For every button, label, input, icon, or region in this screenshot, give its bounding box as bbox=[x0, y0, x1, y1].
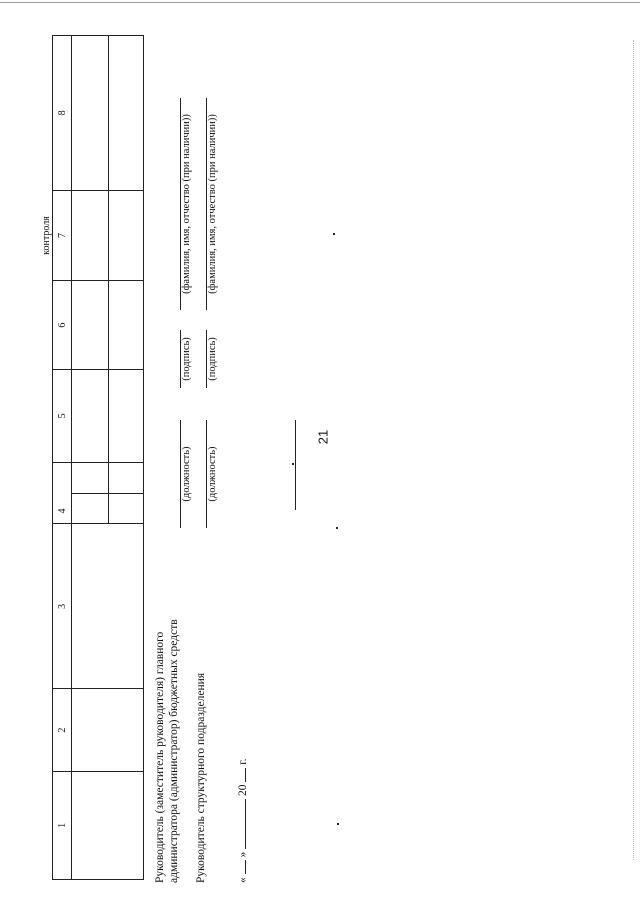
caption-signature-1: (подпись) bbox=[181, 337, 192, 381]
column-number-3: 3 bbox=[53, 524, 72, 689]
column-number-7: 7 bbox=[53, 190, 72, 281]
column-number-4: 4 bbox=[53, 462, 72, 524]
caption-position-2: (должность) bbox=[207, 446, 218, 502]
unit-head-title: Руководитель структурного подразделения bbox=[195, 672, 207, 883]
column-caption-control: контроля bbox=[40, 216, 52, 255]
caption-position-1: (должность) bbox=[181, 446, 192, 502]
column-number-6: 6 bbox=[53, 281, 72, 370]
head-title-line-1: Руководитель (заместитель руководителя) главного bbox=[154, 631, 166, 883]
head-title-line-2: администратора (администратор) бюджетных средств bbox=[168, 619, 180, 883]
stray-line bbox=[295, 420, 296, 510]
caption-fullname-1: (фамилия, имя, отчество (при наличии)) bbox=[181, 114, 192, 294]
column-number-8: 8 bbox=[53, 36, 72, 191]
date-open-quote: « bbox=[237, 877, 249, 883]
scan-edge-top bbox=[0, 2, 640, 3]
mark-dot bbox=[333, 233, 335, 235]
column-number-5: 5 bbox=[53, 369, 72, 462]
caption-fullname-2: (фамилия, имя, отчество (при наличии)) bbox=[207, 114, 218, 294]
rotated-page-content bbox=[20, 20, 620, 885]
column-number-1: 1 bbox=[53, 771, 72, 879]
scan-edge-right bbox=[633, 40, 634, 860]
date-year-suffix: г. bbox=[237, 758, 249, 765]
page-number: 21 bbox=[315, 429, 331, 445]
caption-signature-2: (подпись) bbox=[207, 337, 218, 381]
date-line bbox=[235, 758, 249, 883]
column-number-2: 2 bbox=[53, 689, 72, 771]
mark-dot bbox=[292, 463, 294, 465]
signature-block bbox=[20, 20, 620, 885]
date-year-prefix: 20 bbox=[237, 784, 249, 796]
mark-dot bbox=[336, 527, 338, 529]
date-close-quote: » bbox=[237, 851, 249, 858]
mark-dot bbox=[337, 823, 339, 825]
